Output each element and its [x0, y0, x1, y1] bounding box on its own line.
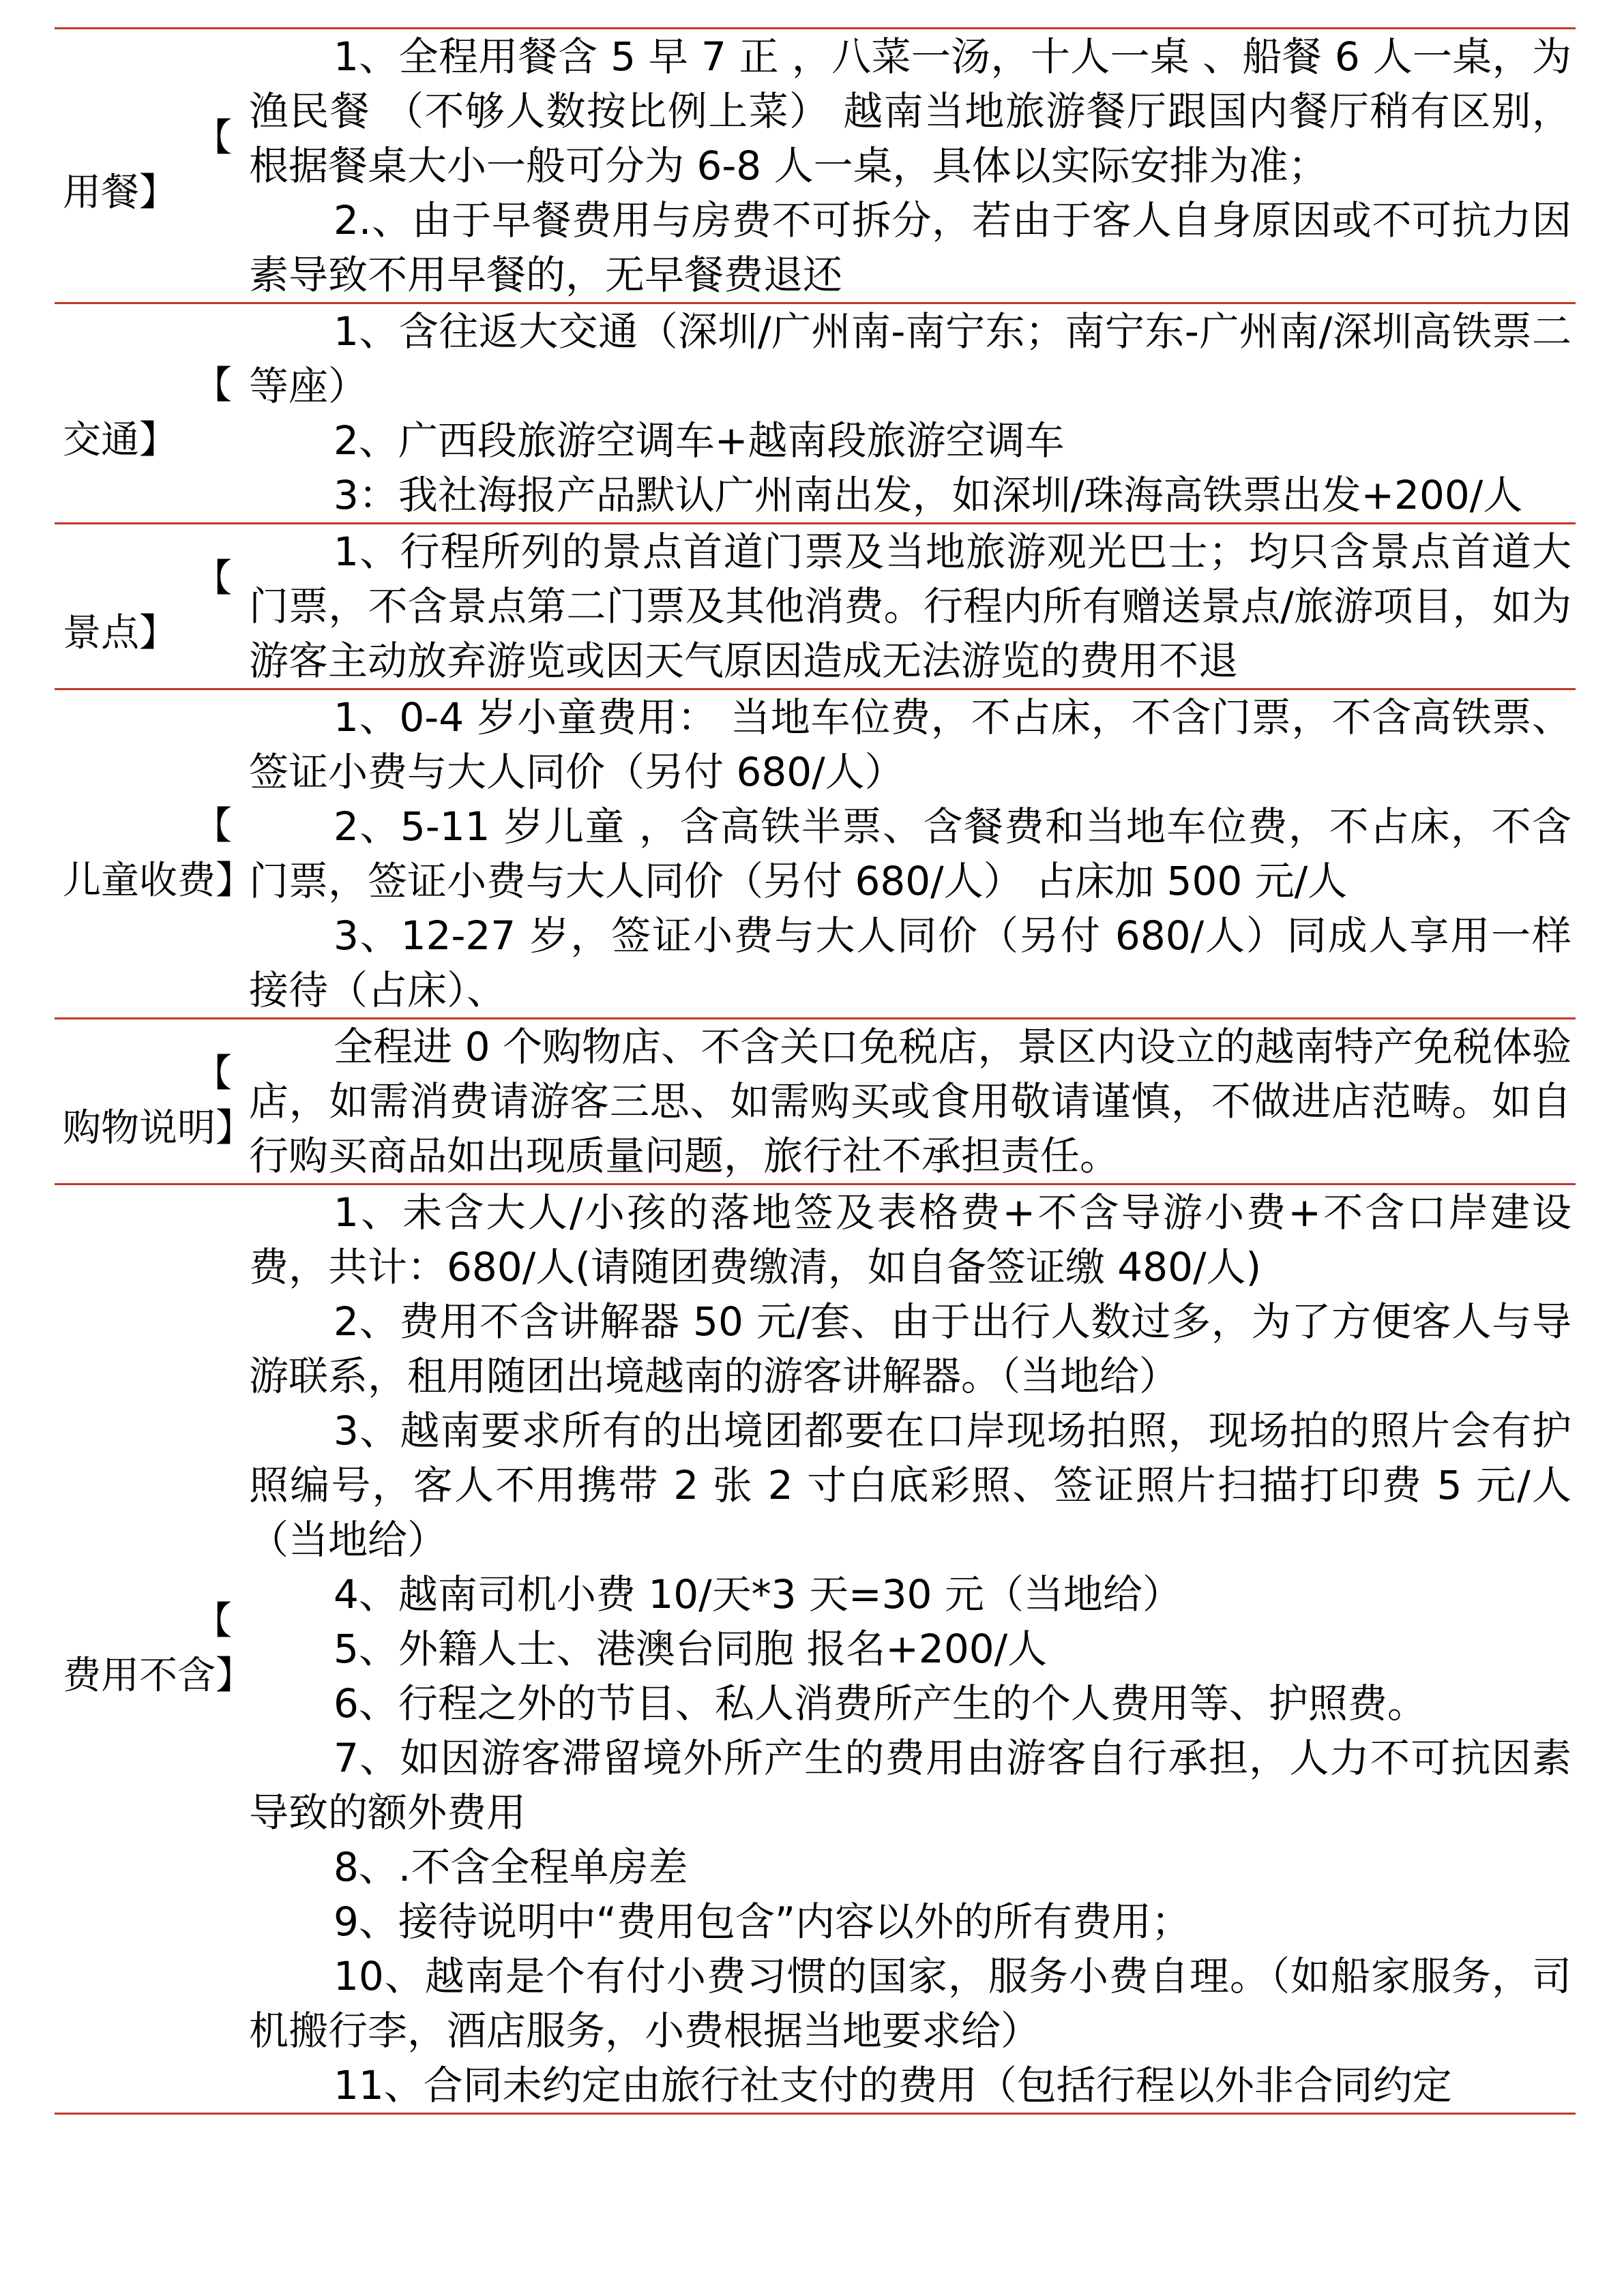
section-label-bracket: 【: [194, 363, 232, 408]
section-paragraph: 11、合同未约定由旅行社支付的费用（包括行程以外非合同约定: [334, 2062, 1452, 2108]
section-paragraph: 1、未含大人/小孩的落地签及表格费+不含导游小费+不含口岸建设费，共计：680/人(请随团费缴清，如自备签证缴 480/人): [249, 1189, 1571, 1290]
section-content: [239, 1185, 1576, 2113]
section-label: [55, 524, 239, 688]
section-paragraph: 3、12-27 岁，签证小费与大人同价（另付 680/人）同成人享用一样接待（占床）、: [249, 912, 1571, 1013]
section-row: [55, 302, 1576, 522]
section-label-bracket: 【: [194, 556, 232, 601]
section-paragraph: 1、全程用餐含 5 早 7 正 ，八菜一汤，十人一桌 、船餐 6 人一桌，为渔民餐 （不够人数按比例上菜） 越南当地旅游餐厅跟国内餐厅稍有区别，根据餐桌大小一般可分为 6-8 人一桌，具体以实际安排为准；: [249, 33, 1571, 189]
section-row: [55, 1017, 1576, 1183]
section-row: [55, 1183, 1576, 2115]
itinerary-notes-table: [55, 27, 1576, 2115]
section-paragraph: 9、接待说明中“费用包含”内容以外的所有费用；: [334, 1898, 1191, 1945]
section-content: [239, 1019, 1576, 1183]
section-label-text: 购物说明】: [63, 1106, 254, 1150]
section-label-text: 交通】: [63, 418, 177, 462]
section-paragraph: 8、.不含全程单房差: [334, 1844, 688, 1890]
section-paragraph: 7、如因游客滞留境外所产生的费用由游客自行承担，人力不可抗因素导致的额外费用: [249, 1735, 1571, 1836]
section-label-bracket: 【: [194, 116, 232, 160]
section-paragraph: 3、越南要求所有的出境团都要在口岸现场拍照，现场拍的照片会有护照编号，客人不用携带 2 张 2 寸白底彩照、签证照片扫描打印费 5 元/人（当地给）: [249, 1407, 1571, 1563]
section-label-bracket: 【: [194, 1052, 232, 1096]
section-label: [55, 1185, 254, 2113]
section-paragraph: 5、外籍人士、港澳台同胞 报名+200/人: [334, 1626, 1048, 1672]
section-content: [239, 29, 1576, 302]
section-label-bracket: 【: [194, 1599, 232, 1643]
section-paragraph: 2、广西段旅游空调车+越南段旅游空调车: [334, 417, 1065, 464]
section-label: [55, 690, 254, 1017]
section-label: [55, 29, 239, 302]
section-paragraph: 1、行程所列的景点首道门票及当地旅游观光巴士；均只含景点首道大门票，不含景点第二门票及其他消费。行程内所有赠送景点/旅游项目，如为游客主动放弃游览或因天气原因造成无法游览的费用不退: [249, 528, 1571, 684]
section-label-text: 景点】: [63, 611, 177, 655]
section-label: [55, 304, 239, 522]
section-content: [239, 690, 1576, 1017]
section-label-text: 儿童收费】: [63, 859, 254, 903]
section-paragraph: 4、越南司机小费 10/天*3 天=30 元（当地给）: [334, 1571, 1182, 1617]
section-label: [55, 1019, 254, 1183]
section-content: [239, 524, 1576, 688]
section-label-text: 费用不含】: [63, 1654, 254, 1698]
section-row: [55, 522, 1576, 688]
section-row: [55, 688, 1576, 1017]
section-paragraph: 6、行程之外的节目、私人消费所产生的个人费用等、护照费。: [334, 1680, 1427, 1727]
section-label-bracket: 【: [194, 804, 232, 848]
section-content: [239, 304, 1576, 522]
section-row: [55, 27, 1576, 302]
section-paragraph: 1、0-4 岁小童费用： 当地车位费，不占床，不含门票，不含高铁票、签证小费与大人同价（另付 680/人）: [249, 694, 1571, 795]
section-paragraph: 2、5-11 岁儿童 ，含高铁半票、含餐费和当地车位费，不占床，不含门票，签证小费与大人同价（另付 680/人） 占床加 500 元/人: [249, 803, 1571, 904]
section-paragraph: 全程进 0 个购物店、不含关口免税店，景区内设立的越南特产免税体验店，如需消费请游客三思、如需购买或食用敬请谨慎，不做进店范畴。如自行购买商品如出现质量问题，旅行社不承担责任。: [249, 1024, 1571, 1179]
section-paragraph: 3：我社海报产品默认广州南出发，如深圳/珠海高铁票出发+200/人: [334, 472, 1523, 518]
section-paragraph: 10、越南是个有付小费习惯的国家，服务小费自理。（如船家服务，司机搬行李，酒店服务，小费根据当地要求给）: [249, 1953, 1571, 2054]
section-paragraph: 2.、由于早餐费用与房费不可拆分，若由于客人自身原因或不可抗力因素导致不用早餐的，无早餐费退还: [249, 197, 1571, 298]
section-label-text: 用餐】: [63, 170, 177, 215]
section-paragraph: 2、费用不含讲解器 50 元/套、由于出行人数过多，为了方便客人与导游联系，租用随团出境越南的游客讲解器。（当地给）: [249, 1298, 1571, 1399]
section-paragraph: 1、含往返大交通（深圳/广州南-南宁东；南宁东-广州南/深圳高铁票二等座）: [249, 308, 1571, 409]
